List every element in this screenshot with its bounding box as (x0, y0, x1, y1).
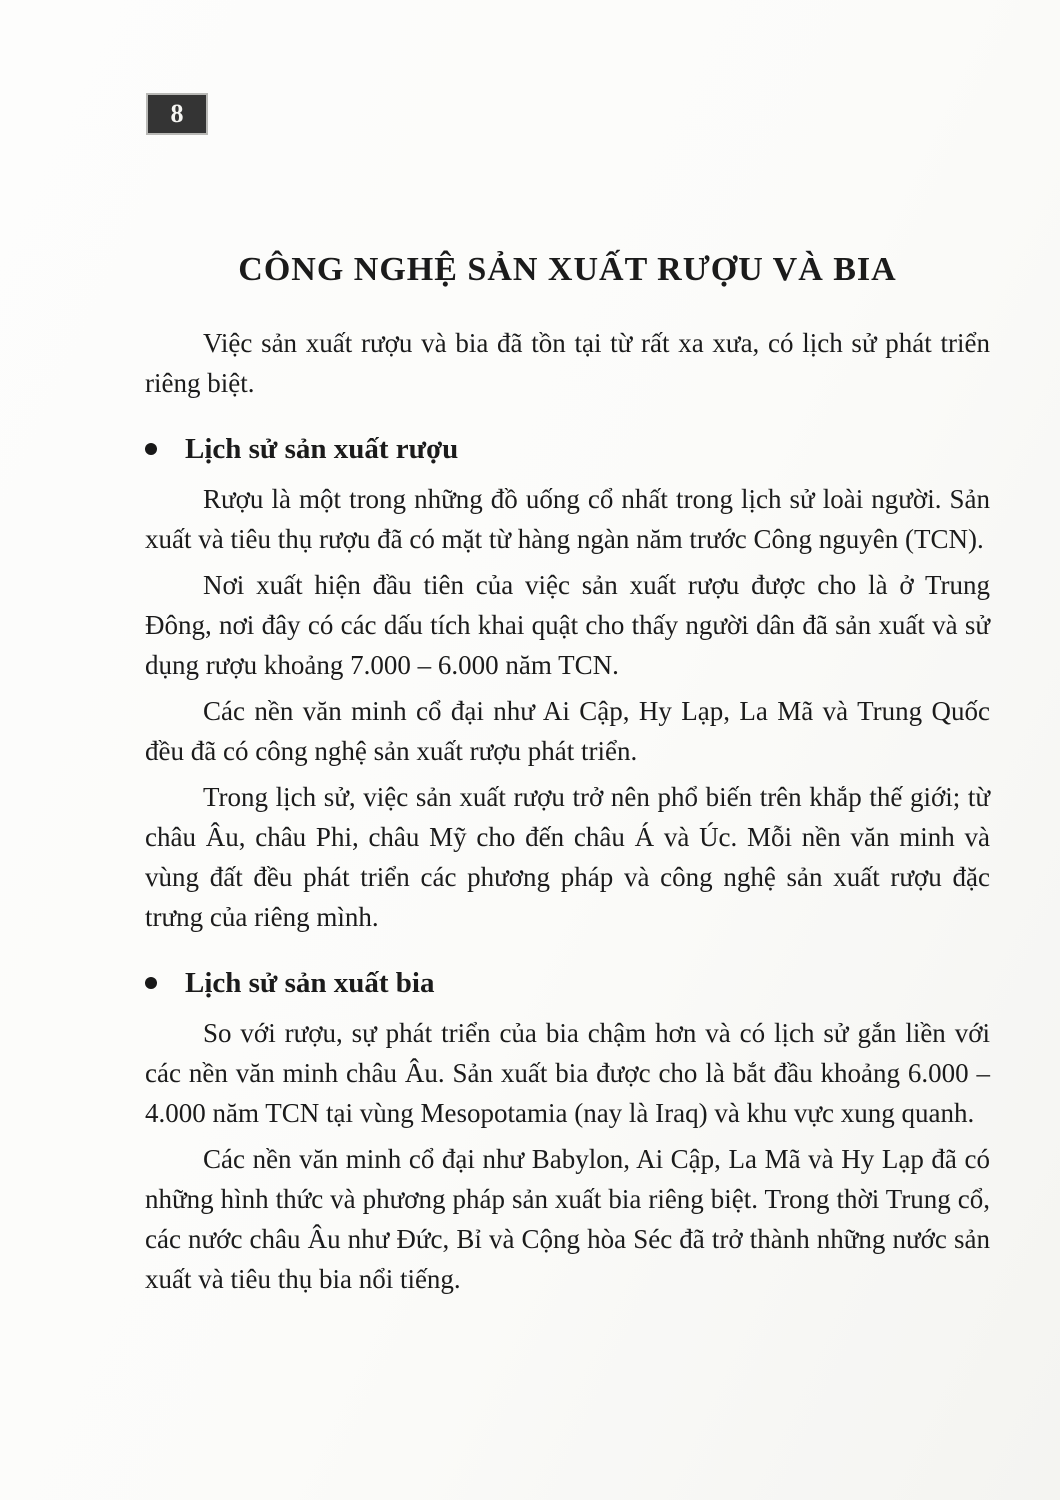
intro-paragraph: Việc sản xuất rượu và bia đã tồn tại từ rất xa xưa, có lịch sử phát triển riêng biệt. (145, 327, 990, 398)
bullet-icon (145, 443, 157, 455)
bullet-icon (145, 977, 157, 989)
section-heading-text: Lịch sử sản xuất rượu (185, 432, 459, 465)
paragraph: Rượu là một trong những đồ uống cổ nhất trong lịch sử loài người. Sản xuất và tiêu thụ rượu đã có mặt từ hàng ngàn năm trước Công nguyên (TCN). (145, 483, 990, 554)
paragraph: Các nền văn minh cổ đại như Ai Cập, Hy Lạp, La Mã và Trung Quốc đều đã có công nghệ sản xuất rượu phát triển. (145, 695, 990, 766)
page-number: 8 (170, 99, 184, 128)
paragraph: Các nền văn minh cổ đại như Babylon, Ai Cập, La Mã và Hy Lạp đã có những hình thức và phương pháp sản xuất bia riêng biệt. Trong thời Trung cổ, các nước châu Âu như Đức, Bỉ và Cộng hòa Séc đã trở thành những nước sản xuất và tiêu thụ bia nổi tiếng. (145, 1143, 990, 1294)
page-title: CÔNG NGHỆ SẢN XUẤT RƯỢU VÀ BIA (238, 251, 897, 288)
section-heading-bia (145, 963, 990, 1003)
paragraph: Nơi xuất hiện đầu tiên của việc sản xuất rượu được cho là ở Trung Đông, nơi đây có các dấu tích khai quật cho thấy người dân đã sản xuất và sử dụng rượu khoảng 7.000 – 6.000 năm TCN. (145, 569, 990, 680)
paragraph: Trong lịch sử, việc sản xuất rượu trở nên phổ biến trên khắp thế giới; từ châu Âu, châu Phi, châu Mỹ cho đến châu Á và Úc. Mỗi nền văn minh và vùng đất đều phát triển các phương pháp và công nghệ sản xuất rượu đặc trưng của riêng mình. (145, 781, 990, 932)
paragraph: So với rượu, sự phát triển của bia chậm hơn và có lịch sử gắn liền với các nền văn minh châu Âu. Sản xuất bia được cho là bắt đầu khoảng 6.000 – 4.000 năm TCN tại vùng Mesopotamia (nay là Iraq) và khu vực xung quanh. (145, 1017, 990, 1128)
section-heading-text: Lịch sử sản xuất bia (185, 966, 435, 999)
page-number-badge (148, 95, 206, 133)
section-heading-ruou (145, 429, 990, 469)
